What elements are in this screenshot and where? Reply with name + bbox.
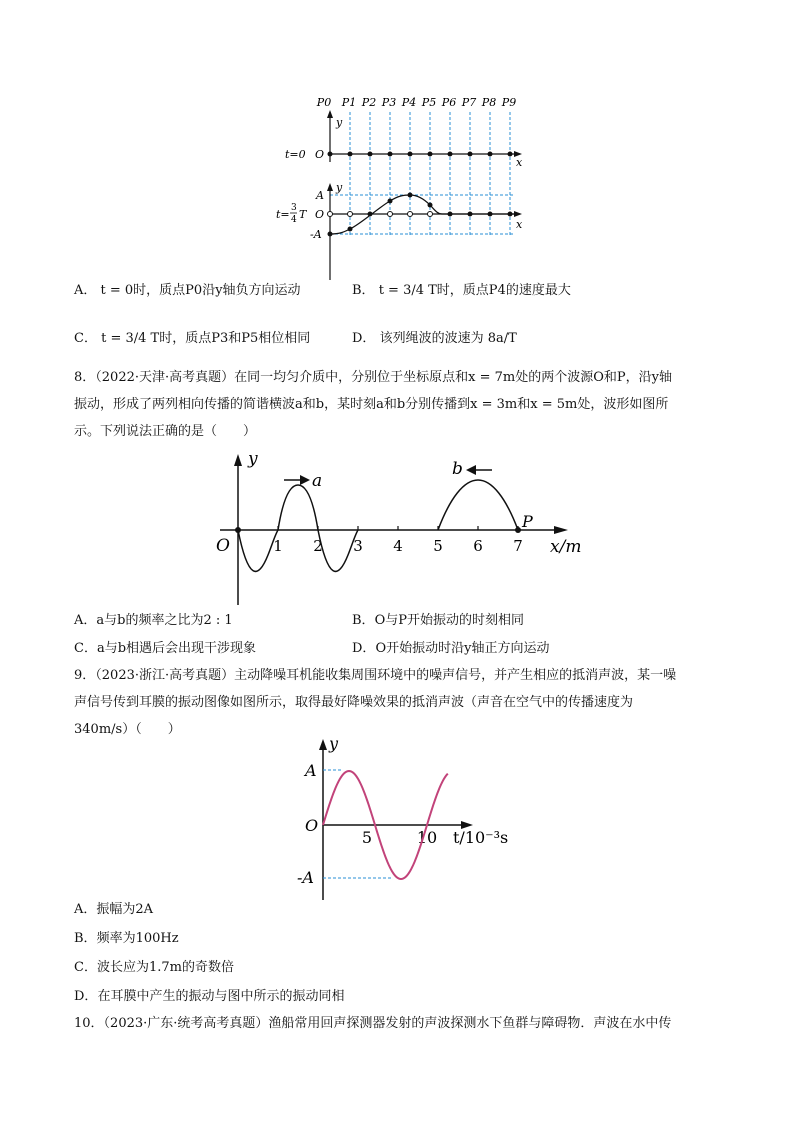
p-label: P0 (316, 96, 332, 109)
q7-option-d: D． 该列绳波的波速为 8a/T (352, 331, 517, 346)
q9-amp-neg: -A (297, 868, 314, 887)
q9-tick-5: 5 (361, 828, 373, 847)
q9-y-label: y (329, 734, 339, 753)
lower-y-label: y (336, 181, 343, 194)
q9-option-c: C．波长应为1.7m的奇数倍 (74, 960, 234, 975)
q10-stem: 10．（2023·广东·统考高考真题）渔船常用回声探测器发射的声波探测水下鱼群与障碍物．声波在水中传 (74, 1016, 672, 1031)
lower-origin-label: O (315, 208, 325, 221)
q8-source-p-label: P (522, 512, 533, 531)
p-label: P4 (401, 96, 417, 109)
q9-origin: O (305, 816, 319, 835)
q8-wave-a (238, 485, 358, 571)
upper-x-label: x (516, 156, 523, 169)
q8-tick: 3 (353, 537, 363, 555)
svg-text:4: 4 (291, 215, 297, 225)
q8-y-label: y (248, 449, 258, 469)
q7-option-c: C． t = 3/4 T时，质点P3和P5相位相同 (74, 331, 311, 346)
q9-tick-10: 10 (416, 828, 438, 847)
q8-option-b: B．O与P开始振动的时刻相同 (352, 613, 524, 628)
q9-stem: 9．（2023·浙江·高考真题）主动降噪耳机能收集周围环境中的噪声信号，并产生相应的抵消声波，某一噪 声信号传到耳膜的振动图像如图所示，取得最好降噪效果的抵消声波（声音在空气中的传播速度为 340m/s）（ ） (74, 668, 677, 737)
q9-amp-pos: A (305, 761, 317, 780)
q9-vibration-chart (295, 735, 515, 905)
q8-option-d: D．O开始振动时沿y轴正方向运动 (352, 641, 550, 656)
q8-wave-figure (210, 450, 610, 610)
q8-tick: 6 (473, 537, 483, 555)
q8-wave-b (438, 480, 518, 530)
p-label: P5 (421, 96, 437, 109)
q7-option-a: A． t = 0时，质点P0沿y轴负方向运动 (74, 283, 301, 298)
q8-wave-a-label: a (312, 471, 323, 491)
lower-x-label: x (516, 218, 523, 231)
upper-origin-label: O (315, 148, 325, 161)
q8-tick: 4 (393, 537, 403, 555)
svg-text:t=: t= (276, 208, 290, 221)
p-label: P1 (341, 96, 357, 109)
p-label: P6 (441, 96, 457, 109)
p-label: P3 (381, 96, 397, 109)
p-label: P7 (461, 96, 477, 109)
q8-tick: 7 (513, 537, 523, 555)
svg-text:3: 3 (291, 203, 297, 213)
q9-option-b: B．频率为100Hz (74, 931, 179, 946)
q8-option-c: C．a与b相遇后会出现干涉现象 (74, 641, 257, 656)
q7-option-b: B． t = 3/4 T时，质点P4的速度最大 (352, 283, 571, 298)
lower-time-label (276, 203, 308, 225)
q9-option-d: D．在耳膜中产生的振动与图中所示的振动同相 (74, 989, 345, 1004)
upper-time-label: t=0 (285, 148, 306, 161)
amp-neg-label: -A (310, 228, 322, 241)
q8-option-a: A．a与b的频率之比为2 : 1 (74, 613, 233, 628)
q8-tick: 5 (433, 537, 443, 555)
q7-wave-figure (270, 90, 540, 280)
q8-tick: 1 (273, 537, 283, 555)
q8-origin-label: O (216, 536, 230, 556)
q9-x-label: t/10⁻³s (453, 828, 509, 847)
q8-stem: 8．（2022·天津·高考真题）在同一均匀介质中，分别位于坐标原点和x = 7m处的两个波源O和P，沿y轴 振动，形成了两列相向传播的简谐横波a和b，某时刻a和b分别传播到x = 3m和x = 5m处，波形如图所 示。下列说法正确的是（ ） (74, 370, 672, 439)
upper-y-label: y (336, 116, 343, 129)
p-label: P9 (501, 96, 517, 109)
p-label: P8 (481, 96, 497, 109)
amp-pos-label: A (316, 189, 324, 202)
q8-x-label: x/m (550, 537, 582, 557)
p-label: P2 (361, 96, 377, 109)
q9-option-a: A．振幅为2A (74, 902, 154, 917)
svg-text:T: T (299, 208, 307, 221)
q8-wave-b-label: b (452, 459, 463, 479)
q8-tick: 2 (313, 537, 323, 555)
